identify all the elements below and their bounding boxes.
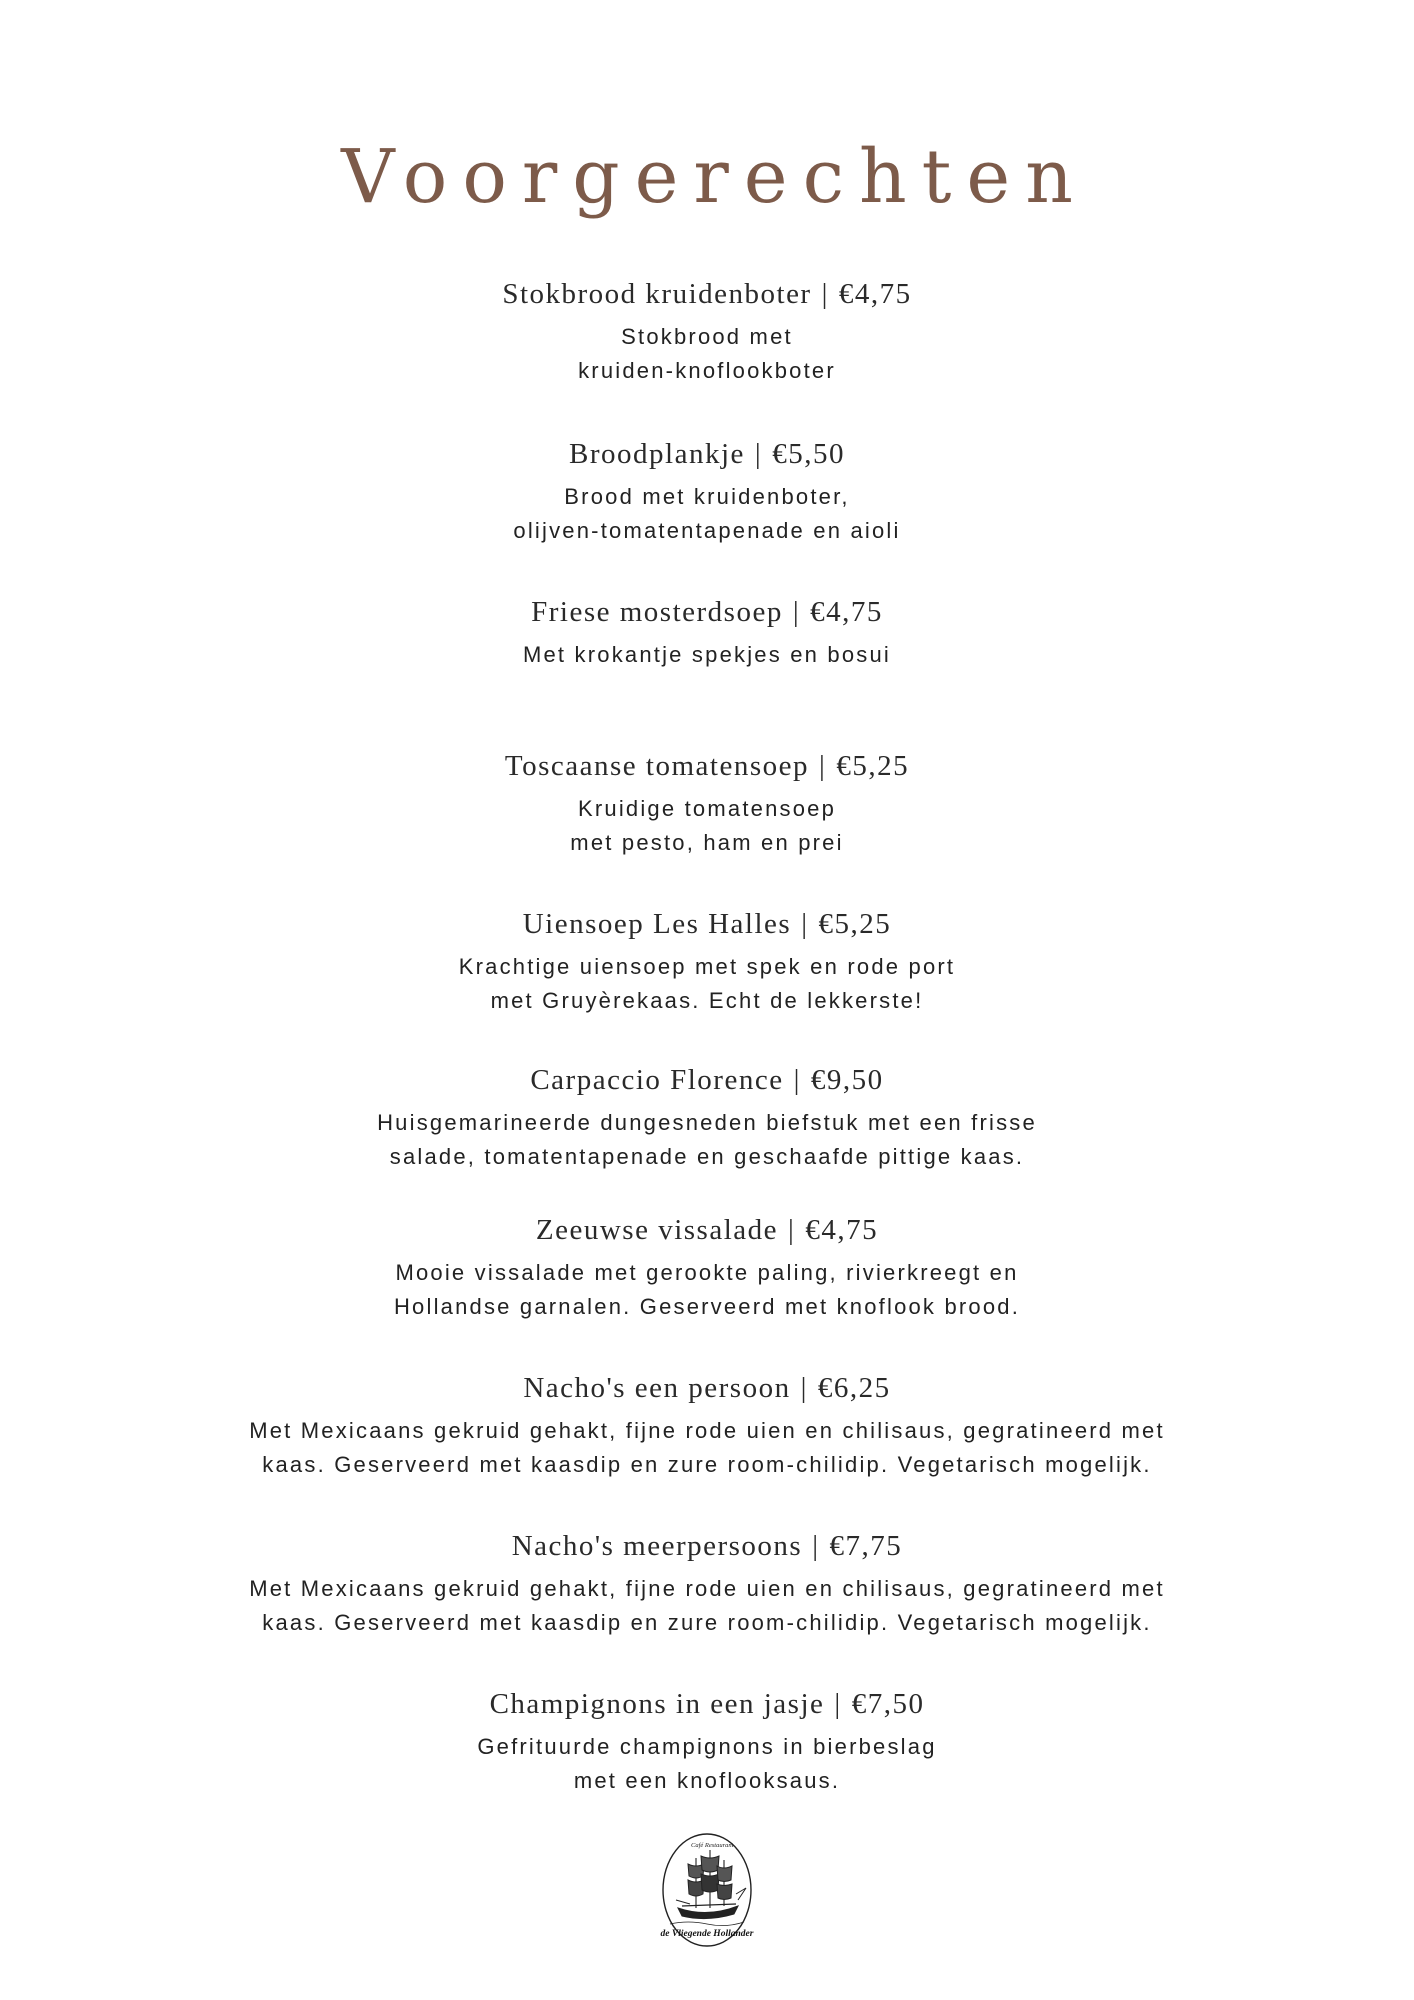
menu-item	[0, 592, 1414, 672]
item-heading	[0, 1060, 1414, 1100]
menu-item	[0, 1210, 1414, 1324]
item-price: €7,50	[851, 1688, 925, 1720]
item-name: Zeeuwse vissalade	[535, 1214, 779, 1246]
item-name: Friese mosterdsoep	[531, 596, 783, 628]
separator: |	[834, 1688, 842, 1720]
menu-item	[0, 1060, 1414, 1174]
item-name: Uiensoep Les Halles	[522, 908, 792, 940]
item-price: €4,75	[838, 278, 912, 310]
item-heading	[0, 746, 1414, 786]
item-price: €5,50	[772, 438, 845, 470]
item-price: €5,25	[818, 908, 892, 940]
logo-bottom-text: de Vliegende Hollander	[660, 1929, 754, 1939]
item-description: Met Mexicaans gekruid gehakt, fijne rode uien en chilisaus, gegratineerd met kaas. Geserveerd met kaasdip en zure room-chilidip. Vegetarisch mogelijk.	[249, 1418, 1165, 1477]
item-name: Toscaanse tomatensoep	[504, 750, 809, 782]
separator: |	[754, 438, 763, 470]
separator: |	[801, 908, 809, 940]
separator: |	[793, 1064, 801, 1096]
item-heading	[0, 1210, 1414, 1250]
item-description: Huisgemarineerde dungesneden biefstuk met een frisse salade, tomatentapenade en geschaafde pittige kaas.	[377, 1110, 1037, 1169]
page-title: Voorgerechten	[341, 134, 1088, 220]
item-name: Stokbrood kruidenboter	[502, 278, 812, 310]
item-description: Gefrituurde champignons in bierbeslag met een knoflooksaus.	[477, 1734, 937, 1793]
item-description: Met krokantje spekjes en bosui	[522, 642, 892, 667]
item-price: €7,75	[829, 1530, 903, 1562]
menu-item	[0, 1684, 1414, 1798]
item-name: Nacho's meerpersoons	[511, 1530, 803, 1562]
item-price: €6,25	[817, 1372, 891, 1404]
item-price: €4,75	[805, 1214, 879, 1246]
separator: |	[812, 1530, 820, 1562]
item-heading	[0, 434, 1414, 474]
item-heading	[0, 1368, 1414, 1408]
menu-item	[0, 434, 1414, 548]
menu-item	[0, 904, 1414, 1018]
separator: |	[792, 596, 801, 628]
item-name: Carpaccio Florence	[530, 1064, 784, 1096]
logo-top-text: Café Restaurant	[691, 1842, 734, 1849]
item-description: Krachtige uiensoep met spek en rode port met Gruyèrekaas. Echt de lekkerste!	[458, 954, 956, 1013]
separator: |	[821, 278, 829, 310]
item-description: Brood met kruidenboter, olijven-tomatentapenade en aioli	[513, 484, 901, 543]
item-heading	[0, 274, 1414, 314]
menu-item	[0, 274, 1414, 388]
menu-item	[0, 1368, 1414, 1482]
item-name: Nacho's een persoon	[523, 1372, 791, 1404]
item-description: Kruidige tomatensoep met pesto, ham en prei	[570, 796, 844, 855]
item-price: €4,75	[810, 596, 883, 628]
item-price: €5,25	[836, 750, 910, 782]
item-description: Met Mexicaans gekruid gehakt, fijne rode uien en chilisaus, gegratineerd met kaas. Geserveerd met kaasdip en zure room-chilidip. Vegetarisch mogelijk.	[249, 1576, 1165, 1635]
item-description: Stokbrood met kruiden-knoflookboter	[578, 324, 836, 383]
item-name: Broodplankje	[569, 438, 745, 470]
item-heading	[0, 904, 1414, 944]
separator: |	[800, 1372, 808, 1404]
item-name: Champignons in een jasje	[489, 1688, 825, 1720]
restaurant-logo	[648, 1830, 766, 1948]
separator: |	[788, 1214, 796, 1246]
separator: |	[819, 750, 827, 782]
menu-item	[0, 1526, 1414, 1640]
item-description: Mooie vissalade met gerookte paling, rivierkreegt en Hollandse garnalen. Geserveerd met knoflook brood.	[393, 1260, 1021, 1319]
menu-item	[0, 746, 1414, 860]
item-heading	[0, 1684, 1414, 1724]
item-heading	[0, 592, 1414, 632]
item-price: €9,50	[810, 1064, 884, 1096]
item-heading	[0, 1526, 1414, 1566]
